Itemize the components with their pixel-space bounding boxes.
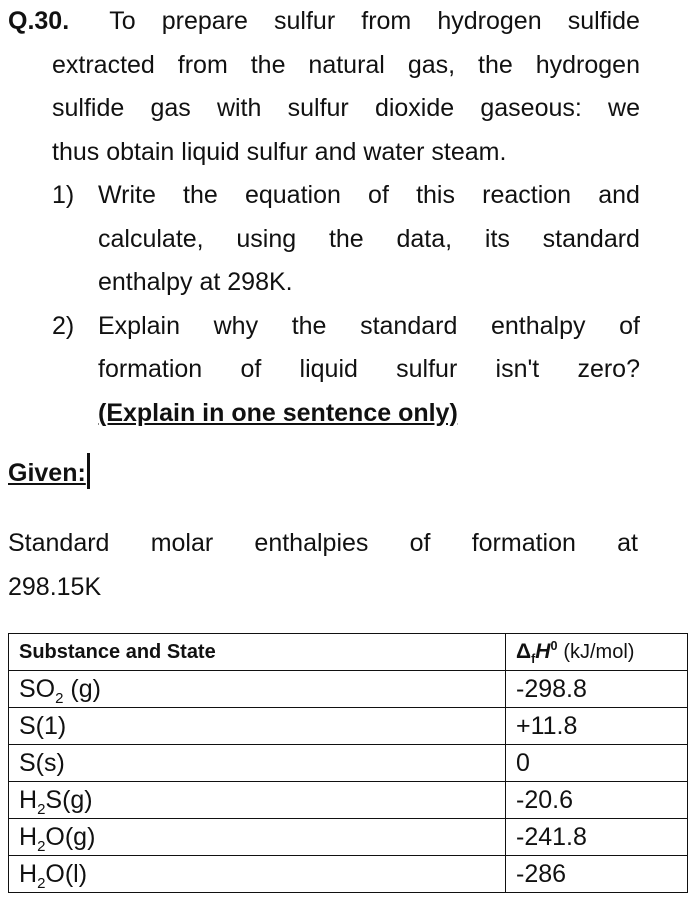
word: data,	[396, 224, 453, 253]
caption-line-1	[8, 522, 638, 566]
sub-question-number: 1)	[52, 181, 75, 209]
substance-cell	[9, 708, 506, 745]
substance-cell	[9, 856, 506, 893]
word: equation	[244, 181, 341, 209]
word: calculate,	[98, 224, 204, 253]
word: from	[361, 7, 412, 35]
h-symbol: H	[535, 640, 551, 663]
word: zero?	[577, 355, 640, 383]
subscript-f: f	[531, 652, 536, 667]
value-cell: -20.6	[506, 782, 688, 819]
header-enthalpy	[506, 634, 688, 671]
substance-cell	[9, 671, 506, 708]
word: enthalpies	[254, 529, 369, 557]
word: Standard	[8, 529, 110, 557]
word: of	[240, 355, 262, 383]
standard-enthalpy-caption	[8, 522, 638, 609]
table-row	[9, 819, 688, 856]
word: standard	[542, 224, 640, 253]
formula-part: H	[19, 860, 38, 888]
sub-question-2	[52, 305, 640, 436]
word: gas,	[407, 50, 456, 79]
table-row	[9, 745, 688, 782]
header-substance: Substance and State	[9, 634, 506, 671]
text-cursor	[87, 453, 90, 489]
formula-part: (g)	[63, 675, 101, 703]
sub-question-1-line-1	[98, 174, 640, 218]
word: Explain	[98, 311, 180, 340]
formula-part: S(g)	[45, 786, 93, 814]
formula-part: H	[19, 786, 38, 814]
word: standard	[360, 311, 458, 340]
question-line-4: thus obtain liquid sulfur and water steam.	[52, 137, 507, 166]
word: enthalpy	[490, 311, 586, 340]
value-cell: -241.8	[506, 819, 688, 856]
word: Write	[98, 181, 156, 209]
value-cell: +11.8	[506, 708, 688, 745]
formula-subscript: 2	[37, 801, 46, 818]
formula-subscript: 2	[37, 875, 46, 892]
sub-question-2-line-2	[98, 348, 640, 392]
sub-question-1	[52, 174, 640, 305]
substance-cell	[9, 819, 506, 856]
word: we	[608, 94, 640, 122]
word: of	[409, 529, 431, 557]
word: isn't	[495, 355, 540, 383]
formula-part: SO	[19, 675, 56, 703]
formula-part: S(s)	[19, 749, 65, 777]
value-cell: 0	[506, 745, 688, 782]
word: prepare	[161, 7, 248, 35]
word: using	[236, 224, 297, 253]
formula-part: H	[19, 823, 38, 851]
word: the	[328, 224, 364, 253]
question-number: Q.30.	[8, 7, 70, 35]
word: the	[478, 50, 513, 79]
word: gas	[150, 94, 191, 122]
formula-part: O(l)	[45, 860, 88, 888]
table-header-row	[9, 634, 688, 671]
word: sulfur	[396, 355, 458, 383]
sub-question-1-line-2	[98, 218, 640, 262]
word: sulfur	[274, 7, 336, 35]
word: formation	[471, 529, 576, 557]
delta-symbol: Δ	[516, 640, 532, 663]
word: dioxide	[374, 94, 455, 122]
word: hydrogen	[437, 7, 542, 35]
table-row	[9, 856, 688, 893]
enthalpy-table	[8, 633, 688, 893]
word: liquid	[299, 355, 358, 383]
word: why	[213, 311, 259, 340]
superscript-zero: 0	[550, 639, 558, 653]
word: the	[250, 50, 286, 79]
given-label: Given:	[8, 459, 86, 487]
word: of	[368, 181, 389, 209]
question-line-3	[52, 87, 640, 131]
explain-note: (Explain in one sentence only)	[98, 398, 458, 427]
sub-question-1-line-3: enthalpy at 298K.	[98, 268, 293, 296]
question-line-2	[52, 44, 640, 88]
table-row	[9, 708, 688, 745]
substance-cell	[9, 745, 506, 782]
value-cell: -298.8	[506, 671, 688, 708]
table-row	[9, 782, 688, 819]
word: this	[416, 181, 455, 209]
word: sulfide	[52, 94, 125, 122]
formula-subscript: 2	[55, 690, 64, 707]
word: gaseous:	[480, 94, 582, 122]
question-line-1	[8, 0, 640, 44]
word: and	[598, 181, 640, 209]
formula-part: O(g)	[45, 823, 96, 851]
word: the	[291, 311, 327, 340]
value-cell: -286	[506, 856, 688, 893]
word: hydrogen	[535, 50, 640, 79]
sub-question-2-line-1	[98, 305, 640, 349]
word: its	[484, 224, 510, 253]
word: sulfur	[287, 94, 349, 122]
word: at	[617, 529, 638, 557]
unit: (kJ/mol)	[563, 641, 635, 663]
word: extracted	[52, 50, 155, 79]
sub-question-number: 2)	[52, 311, 75, 340]
word: sulfide	[567, 7, 640, 35]
word: the	[183, 181, 218, 209]
word: reaction	[482, 181, 572, 209]
given-heading	[8, 452, 90, 495]
word: To	[109, 7, 136, 35]
word: from	[177, 50, 228, 79]
word: molar	[150, 529, 214, 557]
word: natural	[308, 50, 385, 79]
question-block	[8, 0, 640, 435]
word: with	[216, 94, 262, 122]
table-row	[9, 671, 688, 708]
caption-line-2: 298.15K	[8, 572, 102, 601]
formula-subscript: 2	[37, 838, 46, 855]
word: of	[619, 311, 640, 340]
word: formation	[98, 355, 203, 383]
formula-part: S(1)	[19, 712, 67, 740]
substance-cell	[9, 782, 506, 819]
